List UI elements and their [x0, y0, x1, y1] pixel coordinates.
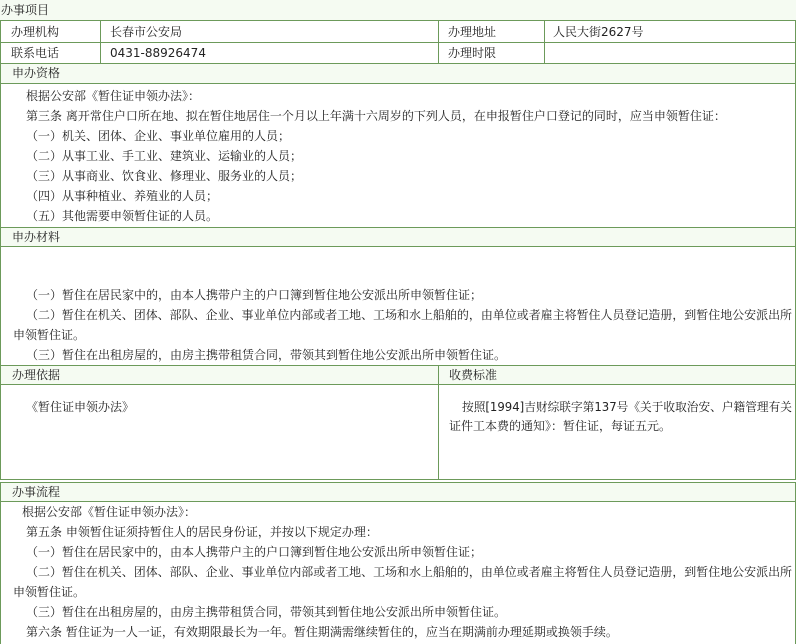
- qualification-line: 第三条 离开常住户口所在地、拟在暂住地居住一个月以上年满十六周岁的下列人员，在申报暂住户口登记的同时，应当申领暂住证：: [26, 109, 726, 123]
- process-line: 申领暂住证。: [13, 585, 86, 599]
- qualification-body: [0, 84, 796, 227]
- phone-label: 联系电话: [11, 46, 60, 60]
- qualification-section-header: [0, 64, 796, 84]
- qualification-line: （一）机关、团体、企业、事业单位雇用的人员；: [26, 129, 291, 143]
- basis-body: [0, 385, 796, 480]
- agency-value: 长春市公安局: [110, 25, 183, 39]
- qualification-line: （五）其他需要申领暂住证的人员。: [26, 209, 219, 223]
- process-line: 第六条 暂住证为一人一证，有效期限最长为一年。暂住期满需继续暂住的，应当在期满前办理延期或换领手续。: [26, 625, 618, 639]
- materials-line: （三）暂住在出租房屋的，由房主携带租赁合同，带领其到暂住地公安派出所申领暂住证。: [26, 348, 507, 362]
- process-line: 根据公安部《暂住证申领办法》：: [22, 505, 197, 519]
- basis-section-header: [0, 365, 796, 385]
- materials-line: （二）暂住在机关、团体、部队、企业、事业单位内部或者工地、工场和水上船舶的，由单位或者雇主将暂住人员登记造册，到暂住地公安派出所: [26, 308, 793, 322]
- qualification-line: （四）从事种植业、养殖业的人员；: [26, 189, 219, 203]
- fee-section-title: 收费标准: [449, 368, 498, 382]
- materials-line: （一）暂住在居民家中的，由本人携带户主的户口簿到暂住地公安派出所申领暂住证；: [26, 288, 483, 302]
- address-label: 办理地址: [448, 25, 497, 39]
- materials-body: [0, 247, 796, 365]
- process-section-header: [0, 482, 796, 502]
- address-value: 人民大街2627号: [553, 25, 644, 39]
- item-section-title: 办事项目: [1, 3, 50, 17]
- process-body: [0, 502, 796, 644]
- materials-section-title: 申办材料: [12, 230, 61, 244]
- basis-section-title: 办理依据: [12, 368, 61, 382]
- hours-label: 办理时限: [448, 46, 497, 60]
- process-line: （三）暂住在出租房屋的，由房主携带租赁合同，带领其到暂住地公安派出所申领暂住证。: [26, 605, 507, 619]
- qualification-line: （三）从事商业、饮食业、修理业、服务业的人员；: [26, 169, 303, 183]
- fee-line: 证件工本费的通知》：暂住证，每证五元。: [449, 419, 672, 433]
- process-line: 第五条 申领暂住证须持暂住人的居民身份证，并按以下规定办理：: [26, 525, 378, 539]
- basis-text: 《暂住证申领办法》: [26, 400, 135, 414]
- materials-section-header: [0, 227, 796, 247]
- qualification-line: 根据公安部《暂住证申领办法》：: [26, 89, 201, 103]
- process-section-title: 办事流程: [12, 485, 61, 499]
- qualification-line: （二）从事工业、手工业、建筑业、运输业的人员；: [26, 149, 303, 163]
- agency-label: 办理机构: [11, 25, 60, 39]
- fee-line: 按照[1994]吉财综联字第137号《关于收取治安、户籍管理有关: [462, 400, 793, 414]
- qualification-section-title: 申办资格: [12, 66, 61, 80]
- process-line: （一）暂住在居民家中的，由本人携带户主的户口簿到暂住地公安派出所申领暂住证；: [26, 545, 483, 559]
- phone-value: 0431-88926474: [110, 46, 206, 60]
- materials-line: 申领暂住证。: [13, 328, 86, 342]
- item-section-header: [0, 0, 796, 20]
- process-line: （二）暂住在机关、团体、部队、企业、事业单位内部或者工地、工场和水上船舶的，由单位或者雇主将暂住人员登记造册，到暂住地公安派出所: [26, 565, 793, 579]
